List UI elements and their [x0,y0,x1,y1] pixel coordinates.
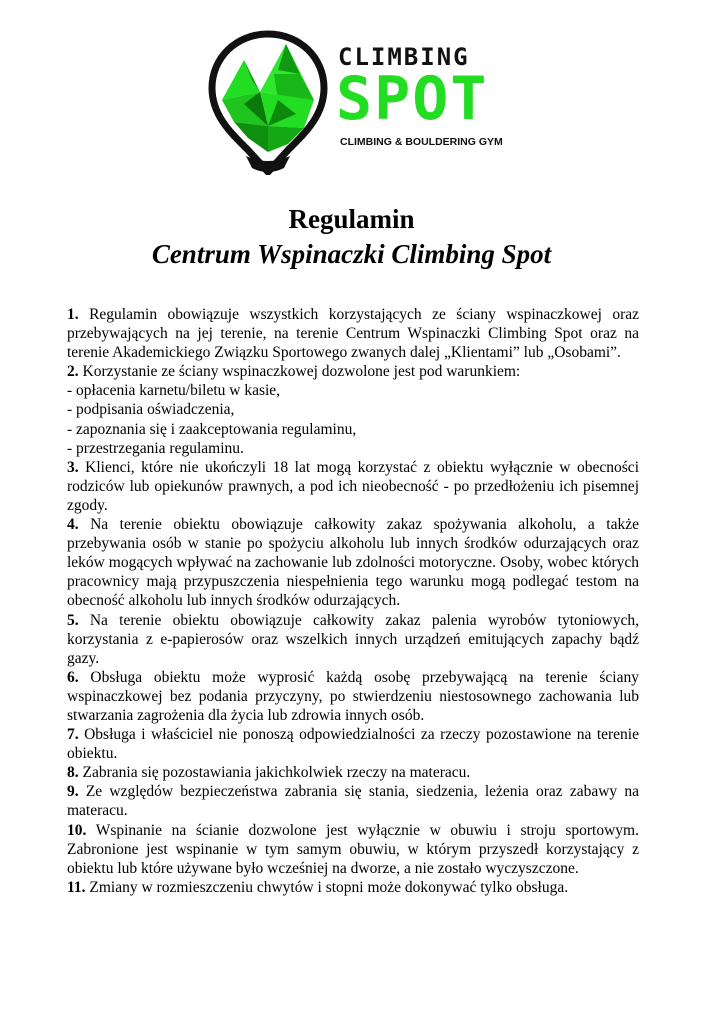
rule-11 [67,878,639,897]
rule-4 [67,515,639,610]
map-pin-mountain-icon [208,30,328,175]
rule-number: 1. [67,306,79,323]
rule-text: Na terenie obiektu obowiązuje całkowity zakaz palenia wyrobów tytoniowych, korzystania z e-papierosów oraz wszelkich innych urządzeń emitujących zapachy bądź gazy. [67,611,639,667]
rule-text: Zabrania się pozostawiania jakichkolwiek rzeczy na materacu. [78,764,471,782]
document-subtitle: Centrum Wspinaczki Climbing Spot [151,239,552,269]
rule-text: Regulamin obowiązuje wszystkich korzystających ze ściany wspinaczkowej oraz przebywających na jej terenie, na terenie Centrum Wspinaczki Climbing Spot oraz na terenie Akademickiego Związku Sportowego zwanych dalej „Klientami” lub „Osobami”. [67,306,639,362]
condition-item: - podpisania oświadczenia, [67,401,235,419]
rule-6 [67,668,639,725]
rule-number: 5. [67,611,79,629]
rule-number: 4. [67,516,79,534]
rule-number: 11. [67,878,86,896]
rule-text: Korzystanie ze ściany wspinaczkowej dozwolone jest pod warunkiem: [78,363,521,381]
logo-subtitle: CLIMBING & BOULDERING GYM [340,136,503,148]
condition-item: - opłacenia karnetu/biletu w kasie, [67,382,281,400]
rule-9 [67,782,639,820]
rule-text: Klienci, które nie ukończyli 18 lat mogą korzystać z obiektu wyłącznie w obecności rodziców lub opiekunów prawnych, a pod ich nieobecność - po przedłożeniu ich pisemnej zgody. [67,458,639,514]
rule-number: 6. [67,668,79,686]
document-title: Regulamin [288,204,415,234]
rule-text: Na terenie obiektu obowiązuje całkowity zakaz spożywania alkoholu, a także przebywania osób w stanie po spożyciu alkoholu lub innych środków odurzających oraz leków mogących wpływać na zachowanie lub zdolności motoryczne. Osoby, wobec których pracownicy mają przypuszczenia niespełnienia tego warunku mogą podlegać testom na obecność alkoholu lub innych środków odurzających. [67,516,639,610]
condition-item: - przestrzegania regulaminu. [67,439,244,457]
rule-2 [67,362,639,381]
climbing-spot-logo [208,30,508,180]
rule-number: 2. [67,363,79,381]
rule-number: 8. [67,764,79,782]
rule-text: Wspinanie na ścianie dozwolone jest wyłącznie w obuwiu i stroju sportowym. Zabronione jest wspinanie w tym samym obuwiu, w którym przyszedł korzystający z obiektu lub które używane było wcześniej na dworze, a nie zostało wyczyszczone. [67,821,639,877]
rule-5 [67,611,639,668]
rule-7 [67,725,639,763]
rule-text: Ze względów bezpieczeństwa zabrania się stania, siedzenia, leżenia oraz zabawy na materacu. [67,783,639,820]
rule-1 [67,305,639,362]
rule-8 [67,763,639,782]
rule-10 [67,821,639,878]
rule-text: Obsługa obiektu może wyprosić każdą osobę przebywającą na terenie ściany wspinaczkowej bez podania przyczyny, po stwierdzeniu niestosownego zachowania lub stwarzania zagrożenia dla życia lub zdrowia innych osób. [67,668,639,724]
rule-number: 7. [67,726,79,744]
logo-word-spot: SPOT [336,64,489,134]
condition-item: - zapoznania się i zaakceptowania regulaminu, [67,420,357,438]
rule-number: 9. [67,783,79,801]
rule-3 [67,458,639,515]
logo-word-climbing: CLIMBING [338,43,470,71]
rule-number: 10. [67,821,87,839]
rule-text: Zmiany w rozmieszczeniu chwytów i stopni może dokonywać tylko obsługa. [85,878,569,896]
rule-text: Obsługa i właściciel nie ponoszą odpowiedzialności za rzeczy pozostawione na terenie obiektu. [67,726,639,763]
regulations-body [67,305,639,897]
rule-number: 3. [67,458,79,476]
